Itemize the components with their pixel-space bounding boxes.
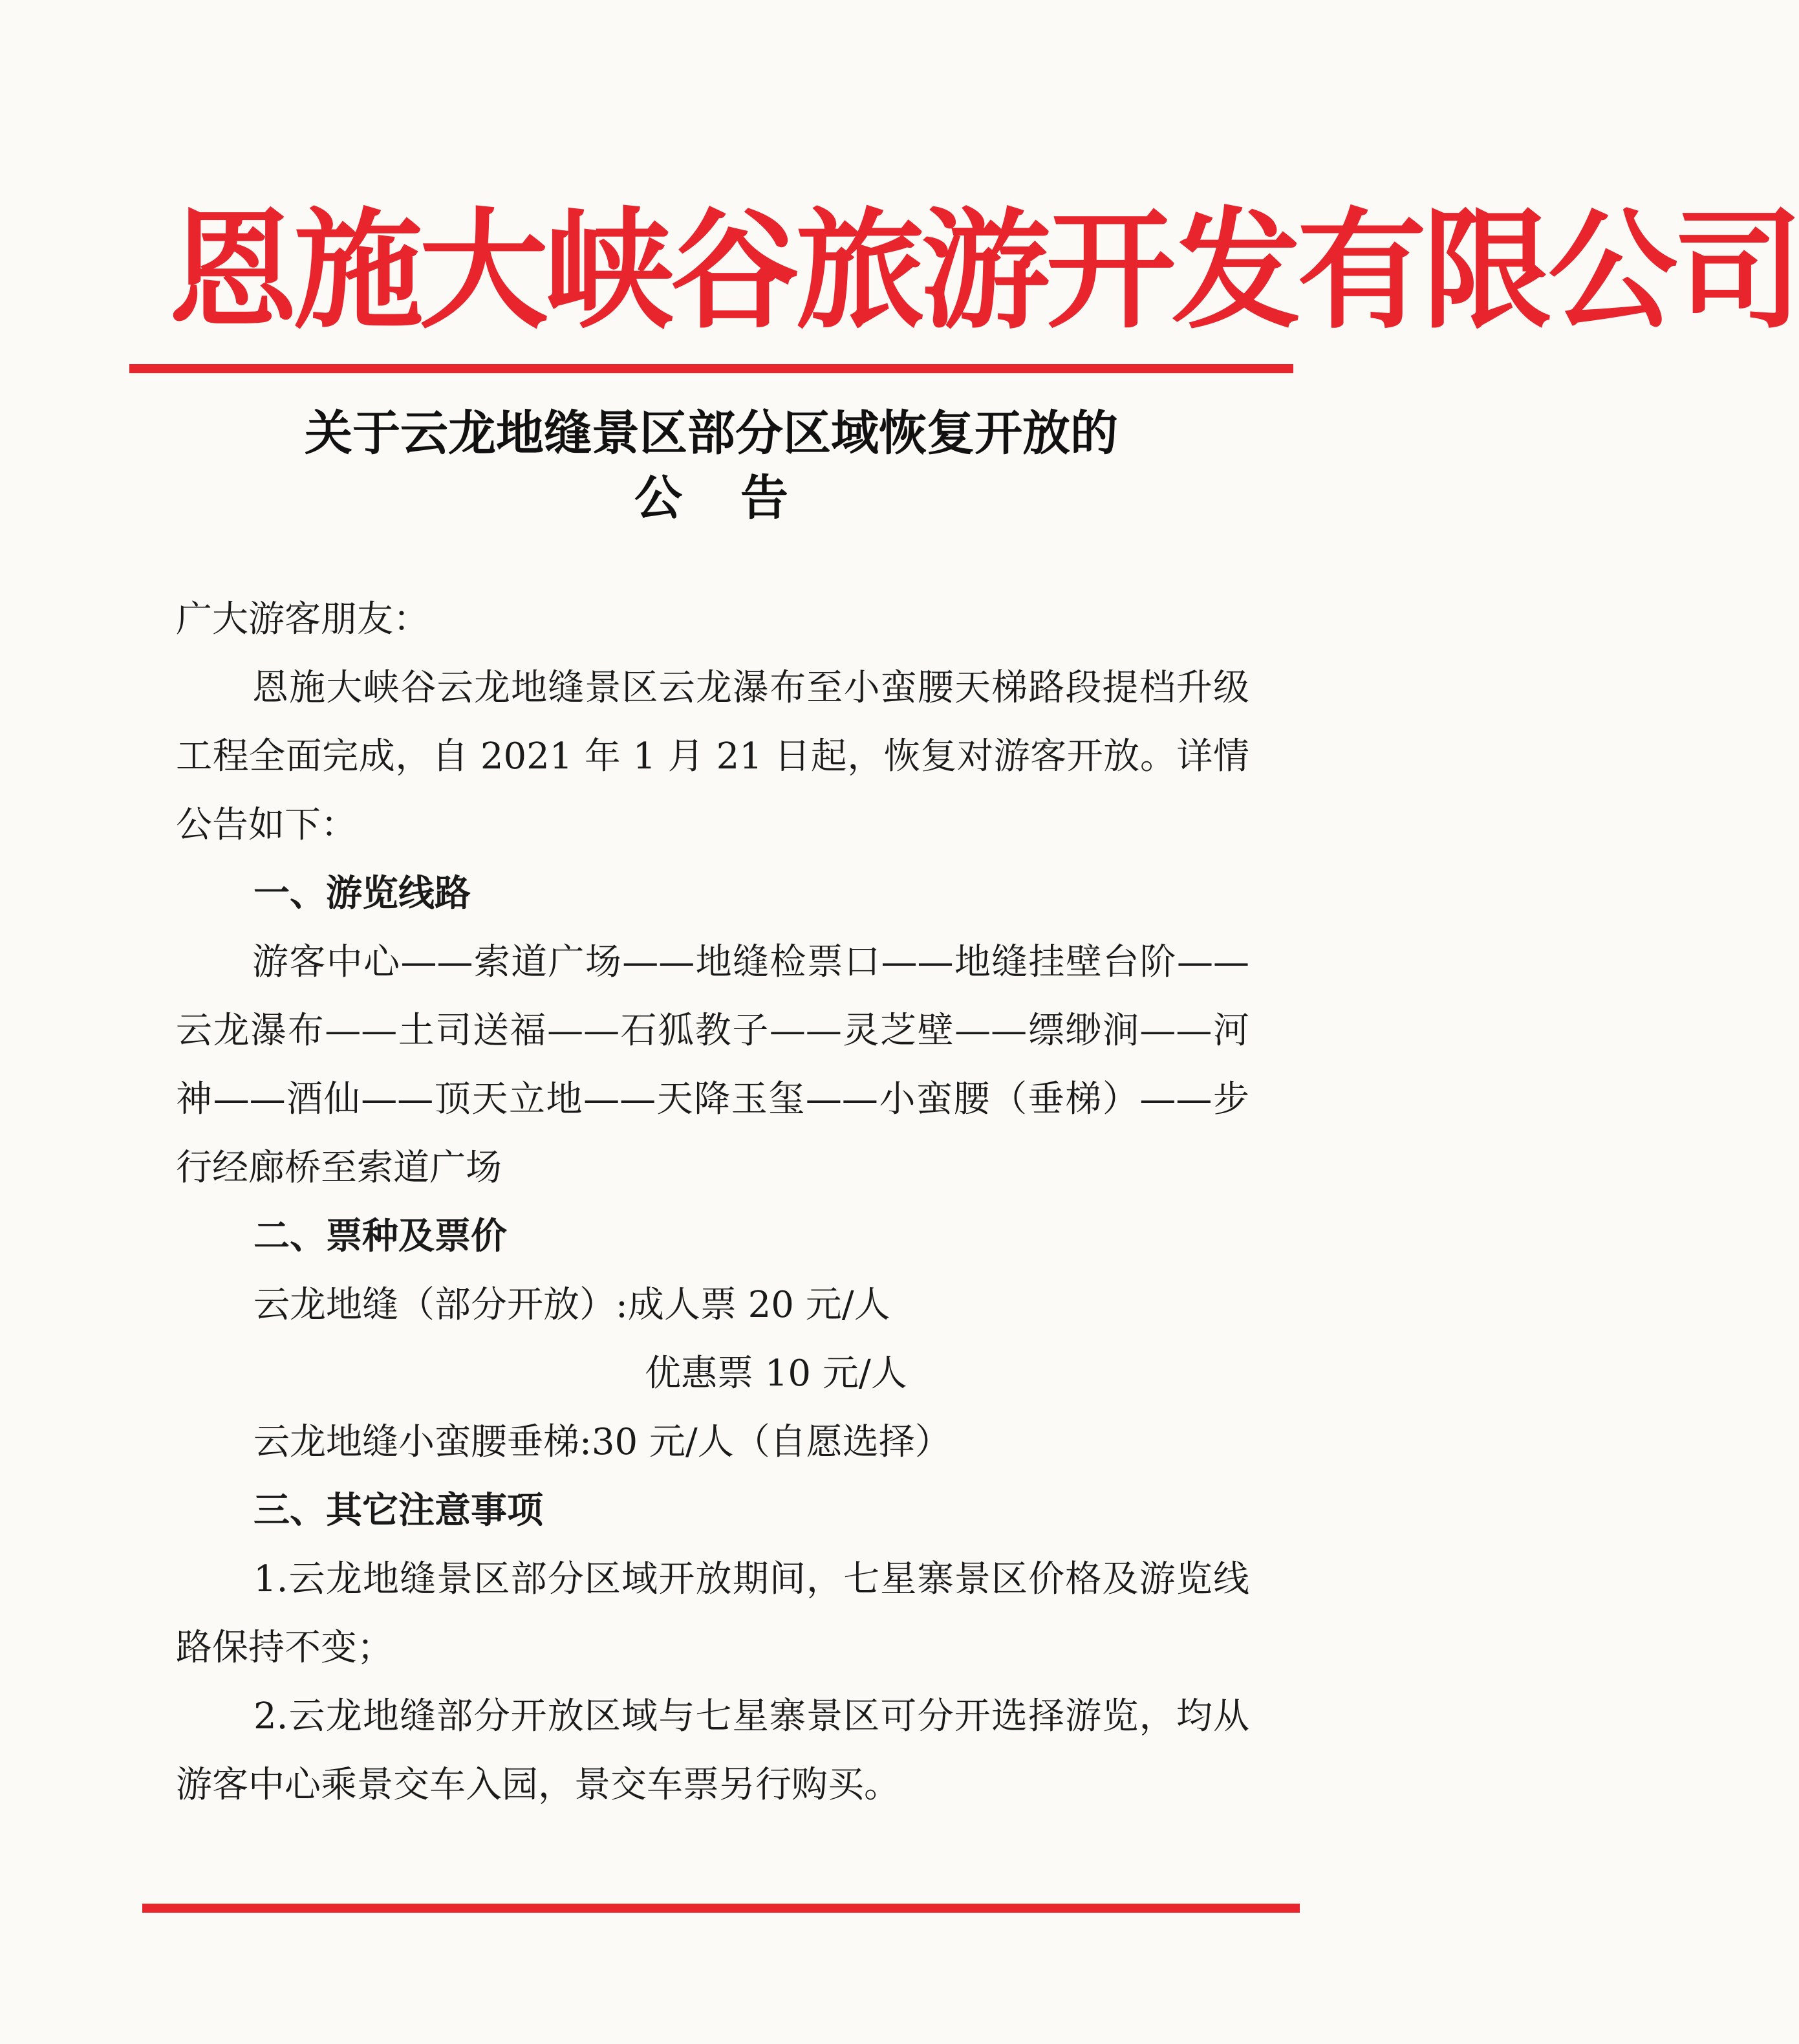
company-masthead: 恩施大峡谷旅游开发有限公司 [168,196,1799,347]
route-paragraph: 游客中心——索道广场——地缝检票口——地缝挂壁台阶——云龙瀑布——土司送福——石狐教子——灵芝壁——缥缈涧——河神——酒仙——顶天立地——天降玉玺——小蛮腰（垂梯）——步行经廊桥至索道广场 [176,941,1249,1189]
salutation: 广大游客朋友： [176,598,429,640]
ticket-discount-line: 优惠票 10 元/人 [645,1353,907,1395]
bottom-red-rule [142,1904,1300,1913]
section-notes-heading: 三、其它注意事项 [253,1490,543,1532]
note-item-2: 2.云龙地缝部分开放区域与七星寨景区可分开选择游览，均从游客中心乘景交车入园，景交车票另行购买。 [176,1695,1249,1806]
section-ticket-heading: 二、票种及票价 [253,1215,507,1257]
note-item-1: 1.云龙地缝景区部分区域开放期间，七星寨景区价格及游览线路保持不变； [176,1558,1249,1669]
top-red-rule [129,364,1293,373]
ticket-elevator-line: 云龙地缝小蛮腰垂梯:30 元/人（自愿选择） [253,1421,951,1463]
notice-title: 关于云龙地缝景区部分区域恢复开放的 [305,406,1118,461]
ticket-adult-line: 云龙地缝（部分开放）:成人票 20 元/人 [253,1284,890,1326]
section-route-heading: 一、游览线路 [253,873,471,915]
notice-body [176,585,1249,1820]
intro-paragraph: 恩施大峡谷云龙地缝景区云龙瀑布至小蛮腰天梯路段提档升级工程全面完成，自 2021 年 1 月 21 日起，恢复对游客开放。详情公告如下： [176,667,1249,846]
notice-subtitle: 公告 [634,470,846,526]
